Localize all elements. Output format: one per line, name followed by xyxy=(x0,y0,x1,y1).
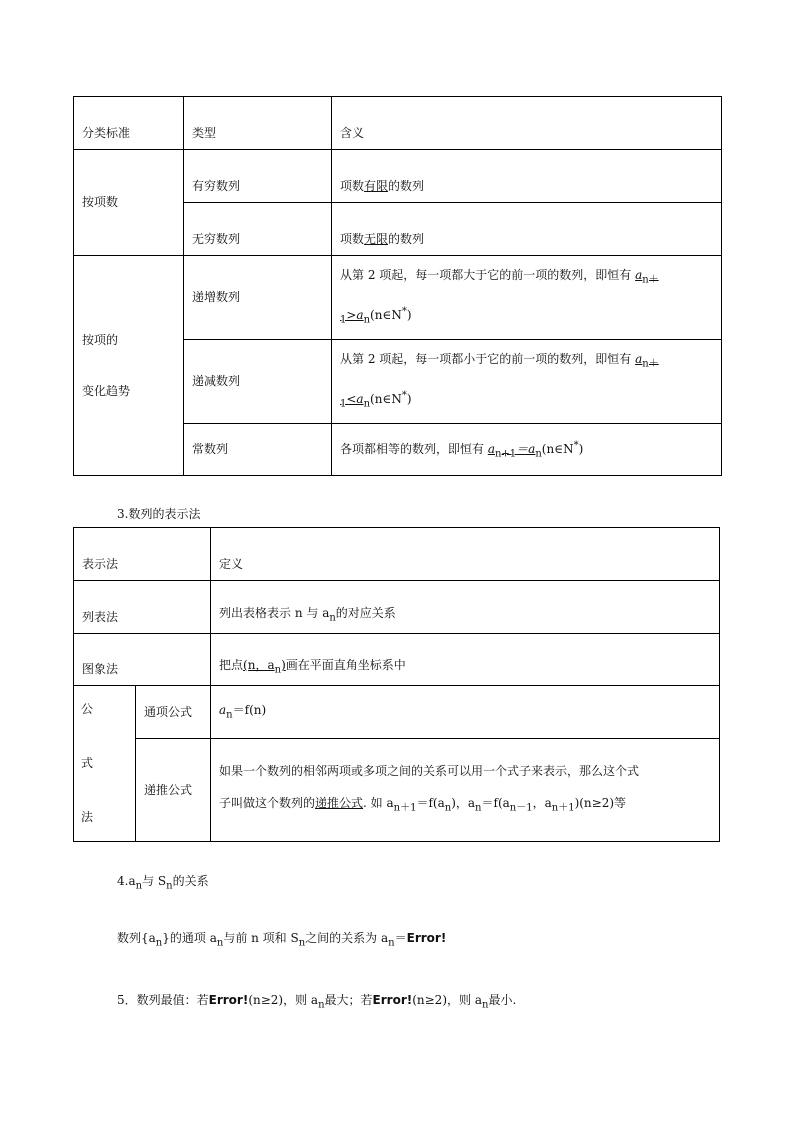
table-row xyxy=(74,150,722,203)
table-row xyxy=(74,634,720,686)
definition-list: 列出表格表示 n 与 $a_n$的对应关系 xyxy=(211,581,720,634)
method-graph: 图象法 xyxy=(74,634,211,686)
meaning-decreasing: 从第 2 项起，每一项都小于它的前一项的数列，即恒有 $a_{n+}$ $_1<a_n(n\in N^*)$ xyxy=(332,340,722,424)
formula-char-2: 式 xyxy=(81,755,94,770)
meaning-constant: 各项都相等的数列，即恒有 $a_{n+1}=a_n(n\in N^*)$ xyxy=(332,424,722,476)
type-infinite: 无穷数列 xyxy=(184,203,332,256)
header-meaning: 含义 xyxy=(332,97,722,150)
type-increasing: 递增数列 xyxy=(184,256,332,340)
meaning-finite: 项数有限的数列 xyxy=(332,150,722,203)
method-formula xyxy=(74,686,136,842)
relation-statement: 数列$\{a_n\}$的通项 $a_n$与前 n 项和 $S_n$之间的关系为 $a_n=Error$! xyxy=(117,931,447,949)
sequence-classification-table xyxy=(73,96,722,476)
extreme-value-statement: 5．数列最值：若Error!(n≥2)，则 $a_n$最大；若Error!(n≥2)，则 $a_n$最小. xyxy=(117,993,517,1011)
group-by-count: 按项数 xyxy=(74,150,184,256)
formula-char-3: 法 xyxy=(81,809,94,824)
group-by-trend xyxy=(74,256,184,476)
section-4-title: $4.a_n$与 $S_n$的关系 xyxy=(117,874,209,892)
formula-char-1: 公 xyxy=(81,701,94,716)
type-constant: 常数列 xyxy=(184,424,332,476)
formula-recursive-def: 如果一个数列的相邻两项或多项之间的关系可以用一个式子来表示，那么这个式 子叫做这个数列的递推公式. 如 $a_{n+1}=f(a_n)$，$a_n=f(a_{n-1}$，$a_{n+1})(n\ge 2)$等 xyxy=(211,739,720,842)
table-row xyxy=(74,256,722,340)
header-criterion: 分类标准 xyxy=(74,97,184,150)
representation-table xyxy=(73,527,720,842)
formula-recursive-label: 递推公式 xyxy=(136,739,211,842)
trend-label-line1: 按项的 xyxy=(82,333,119,348)
table-row xyxy=(74,739,720,842)
table-row xyxy=(74,686,720,739)
formula-general-label: 通项公式 xyxy=(136,686,211,739)
type-finite: 有穷数列 xyxy=(184,150,332,203)
method-list: 列表法 xyxy=(74,581,211,634)
formula-general-def: $a_n=f(n)$ xyxy=(211,686,720,739)
table-header-row xyxy=(74,97,722,150)
section-3-title: 3.数列的表示法 xyxy=(117,507,201,521)
header-method: 表示法 xyxy=(74,528,211,581)
trend-label-line2: 变化趋势 xyxy=(82,383,131,398)
header-definition: 定义 xyxy=(211,528,720,581)
meaning-increasing: 从第 2 项起，每一项都大于它的前一项的数列，即恒有 $a_{n+}$ $_1>a_n(n\in N^*)$ xyxy=(332,256,722,340)
table-header-row xyxy=(74,528,720,581)
type-decreasing: 递减数列 xyxy=(184,340,332,424)
table-row xyxy=(74,581,720,634)
definition-graph: 把点(n，$a_n$)画在平面直角坐标系中 xyxy=(211,634,720,686)
meaning-infinite: 项数无限的数列 xyxy=(332,203,722,256)
header-type: 类型 xyxy=(184,97,332,150)
